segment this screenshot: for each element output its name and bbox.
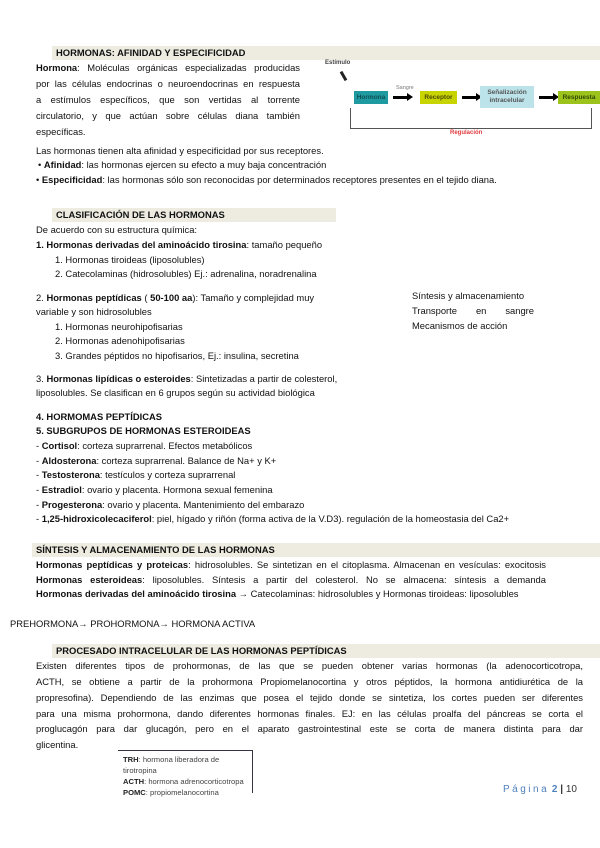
group-text: ): Tamaño y complejidad muy bbox=[192, 292, 315, 303]
hormone-chain: PREHORMONA→ PROHORMONA→ HORMONA ACTIVA bbox=[10, 618, 256, 629]
group-3 bbox=[36, 373, 337, 385]
steroid-desc: : piel, hígado y riñón (forma activa de la V.D3). regulación de la homeostasia del Ca2+ bbox=[151, 513, 510, 524]
legend-text: : propiomelanocortina bbox=[145, 788, 219, 797]
group-1-item: 1. Hormonas tiroideas (liposolubles) bbox=[55, 254, 205, 265]
synthesis-text: → Catecolaminas: hidrosolubles y Hormonas tiroideas: liposolubles bbox=[236, 588, 519, 599]
side-note: Síntesis y almacenamiento bbox=[412, 290, 525, 301]
numbered-heading: 4. HORMOMAS PEPTÍDICAS bbox=[36, 411, 163, 422]
processing-line: para una misma prohormona, dando diferentes hormonas finales. EJ: en las células proalfa del páncreas se corta el bbox=[36, 708, 583, 719]
steroid-item: - Progesterona: ovario y placenta. Mantenimiento del embarazo bbox=[36, 499, 305, 510]
definition-text: : Moléculas orgánicas especializadas producidas bbox=[77, 62, 300, 73]
processing-line: proglucagón para dar glucagón, pero en el aparato gastrointestinal este se corta de manera distinta para dar bbox=[36, 723, 583, 734]
synthesis-line bbox=[36, 588, 519, 600]
steroid-name: Cortisol bbox=[41, 440, 78, 451]
steroid-item: - Aldosterona: corteza suprarrenal. Balance de Na+ y K+ bbox=[36, 455, 277, 466]
numbered-heading: 5. SUBGRUPOS DE HORMONAS ESTEROIDEAS bbox=[36, 425, 251, 436]
stimulus-arrow-icon bbox=[340, 71, 348, 81]
steroid-item: - 1,25-hidroxicolecaciferol: piel, hígado y riñón (forma activa de la V.D3). regulación de la homeostasia del Ca2+ bbox=[36, 513, 510, 524]
group-num: 3. bbox=[36, 373, 47, 384]
box-hormona: Hormona bbox=[354, 91, 388, 104]
hormone-definition-line bbox=[36, 62, 300, 74]
group-2-line2: variable y son hidrosolubles bbox=[36, 306, 152, 317]
legend-text: : hormona adrenocorticotropa bbox=[144, 777, 244, 786]
group-mid: ( bbox=[141, 292, 151, 303]
steroid-name: Aldosterona bbox=[41, 455, 97, 466]
synthesis-term: Hormonas peptídicas y proteicas bbox=[36, 559, 189, 570]
synthesis-term: Hormonas esteroideas bbox=[36, 574, 143, 585]
steroid-name: Progesterona bbox=[41, 499, 103, 510]
legend-abbr: POMC bbox=[123, 788, 146, 797]
affinity-intro: Las hormonas tienen alta afinidad y especificidad por sus receptores. bbox=[36, 145, 324, 156]
legend-abbr: TRH bbox=[123, 755, 139, 764]
blood-label: Sangre bbox=[396, 85, 414, 91]
classification-intro: De acuerdo con su estructura química: bbox=[36, 224, 198, 235]
abbreviation-legend bbox=[118, 750, 253, 797]
stimulus-label: Estímulo bbox=[325, 60, 351, 66]
group-1 bbox=[36, 239, 322, 251]
page-total: 10 bbox=[565, 784, 577, 795]
synthesis-line bbox=[36, 559, 546, 571]
processing-line: ACTH, se obtiene a partir de la prohormona Propiomelanocortina y otros péptidos, la hormona antidiurética de la bbox=[36, 676, 583, 687]
arrow-icon bbox=[539, 96, 554, 99]
page-number bbox=[503, 784, 577, 796]
group-title: Hormonas lipídicas o esteroides bbox=[46, 373, 191, 384]
steroid-desc: : testículos y corteza suprarrenal bbox=[99, 469, 236, 480]
synthesis-text: : hidrosolubles. Se sintetizan en el citoplasma. Almacenan en vesículas: exocitosis bbox=[188, 559, 546, 570]
group-range: 50-100 aa bbox=[150, 292, 193, 303]
legend-row bbox=[123, 776, 252, 787]
page-current: 2 bbox=[551, 784, 558, 795]
processing-line: Existen diferentes tipos de prohormonas, de las que se pueden obtener varias hormonas (la adenocorticotropa, bbox=[36, 660, 583, 671]
steroid-item: - Estradiol: ovario y placenta. Hormona sexual femenina bbox=[36, 484, 273, 495]
regulation-label: Regulación bbox=[450, 130, 483, 136]
section-heading-classification: CLASIFICACIÓN DE LAS HORMONAS bbox=[52, 208, 336, 222]
side-note: Mecanismos de acción bbox=[412, 320, 508, 331]
group-2-item: 1. Hormonas neurohipofisarias bbox=[55, 321, 183, 332]
group-title: Hormonas peptídicas bbox=[46, 292, 142, 303]
box-respuesta: Respuesta bbox=[558, 91, 600, 104]
page-label: Página bbox=[503, 784, 550, 795]
bullet-term: Especificidad bbox=[41, 174, 103, 185]
side-note: Transporte en sangre bbox=[412, 305, 534, 316]
box-senalizacion: Señalización intracelular bbox=[480, 86, 534, 108]
section-heading-synthesis: SÍNTESIS Y ALMACENAMIENTO DE LAS HORMONAS bbox=[32, 543, 600, 557]
arrow-icon bbox=[393, 96, 408, 99]
hormone-definition-line: por las células endocrinas o neuroendocrinas en respuesta bbox=[36, 78, 300, 89]
steroid-item: - Testosterona: testículos y corteza suprarrenal bbox=[36, 469, 236, 480]
group-3-line2: liposolubles. Se clasifican en 6 grupos según su actividad biológica bbox=[36, 387, 315, 398]
bullet-text: : las hormonas sólo son reconocidas por determinados receptores presentes en el tejido diana. bbox=[102, 174, 497, 185]
legend-abbr: ACTH bbox=[123, 777, 145, 786]
steroid-desc: : corteza suprarrenal. Efectos metabólicos bbox=[77, 440, 253, 451]
synthesis-term: Hormonas derivadas del aminoácido tirosina bbox=[36, 588, 237, 599]
group-1-item: 2. Catecolaminas (hidrosolubles) Ej.: adrenalina, noradrenalina bbox=[55, 268, 317, 279]
hormone-definition-line: circulatorio, y que actúan sobre células diana también bbox=[36, 110, 300, 121]
synthesis-line bbox=[36, 574, 546, 586]
feedback-line bbox=[350, 108, 592, 129]
page-separator: | bbox=[557, 784, 566, 795]
section-heading-processing: PROCESADO INTRACELULAR DE LAS HORMONAS PEPTÍDICAS bbox=[52, 644, 600, 658]
steroid-name: Testosterona bbox=[41, 469, 100, 480]
steroid-name: Estradiol bbox=[41, 484, 82, 495]
term-bold: Hormona bbox=[36, 62, 78, 73]
bullet-affinity: • Afinidad: las hormonas ejercen su efecto a muy baja concentración bbox=[38, 159, 327, 170]
steroid-desc: : corteza suprarrenal. Balance de Na+ y K+ bbox=[96, 455, 277, 466]
bullet-text: : las hormonas ejercen su efecto a muy baja concentración bbox=[81, 159, 327, 170]
group-text: : Sintetizadas a partir de colesterol, bbox=[190, 373, 338, 384]
section-heading-affinity: HORMONAS: AFINIDAD Y ESPECIFICIDAD bbox=[52, 46, 600, 60]
steroid-item: - Cortisol: corteza suprarrenal. Efectos metabólicos bbox=[36, 440, 253, 451]
processing-line: glicentina. bbox=[36, 739, 79, 750]
steroid-name: 1,25-hidroxicolecaciferol bbox=[41, 513, 152, 524]
processing-line: propresofina). Dependiendo de las enzimas que posea el tejido donde se sintetiza, los cortes pueden ser diferentes bbox=[36, 692, 583, 703]
group-title: 1. Hormonas derivadas del aminoácido tirosina bbox=[36, 239, 247, 250]
legend-row bbox=[123, 787, 252, 798]
group-num: 2. bbox=[36, 292, 47, 303]
box-receptor: Receptor bbox=[420, 91, 457, 104]
hormone-definition-line: específicas. bbox=[36, 126, 86, 137]
group-text: : tamaño pequeño bbox=[246, 239, 323, 250]
synthesis-text: : liposolubles. Síntesis a partir del colesterol. No se almacena: síntesis a demanda bbox=[142, 574, 546, 585]
legend-text: : hormona liberadora de tirotropina bbox=[123, 755, 220, 775]
bullet-term: Afinidad bbox=[43, 159, 82, 170]
hormone-signaling-diagram bbox=[320, 58, 600, 143]
group-2 bbox=[36, 292, 314, 304]
group-2-item: 2. Hormonas adenohipofisarias bbox=[55, 335, 185, 346]
arrow-icon bbox=[462, 96, 477, 99]
legend-row bbox=[123, 754, 252, 776]
steroid-desc: : ovario y placenta. Hormona sexual femenina bbox=[81, 484, 273, 495]
hormone-definition-line: a estímulos específicos, que son vertidas al torrente bbox=[36, 94, 300, 105]
bullet-specificity: • Especificidad: las hormonas sólo son reconocidas por determinados receptores presentes en el tejido diana. bbox=[36, 174, 497, 185]
steroid-desc: : ovario y placenta. Mantenimiento del embarazo bbox=[102, 499, 305, 510]
group-2-item: 3. Grandes péptidos no hipofisarios, Ej.: insulina, secretina bbox=[55, 350, 299, 361]
